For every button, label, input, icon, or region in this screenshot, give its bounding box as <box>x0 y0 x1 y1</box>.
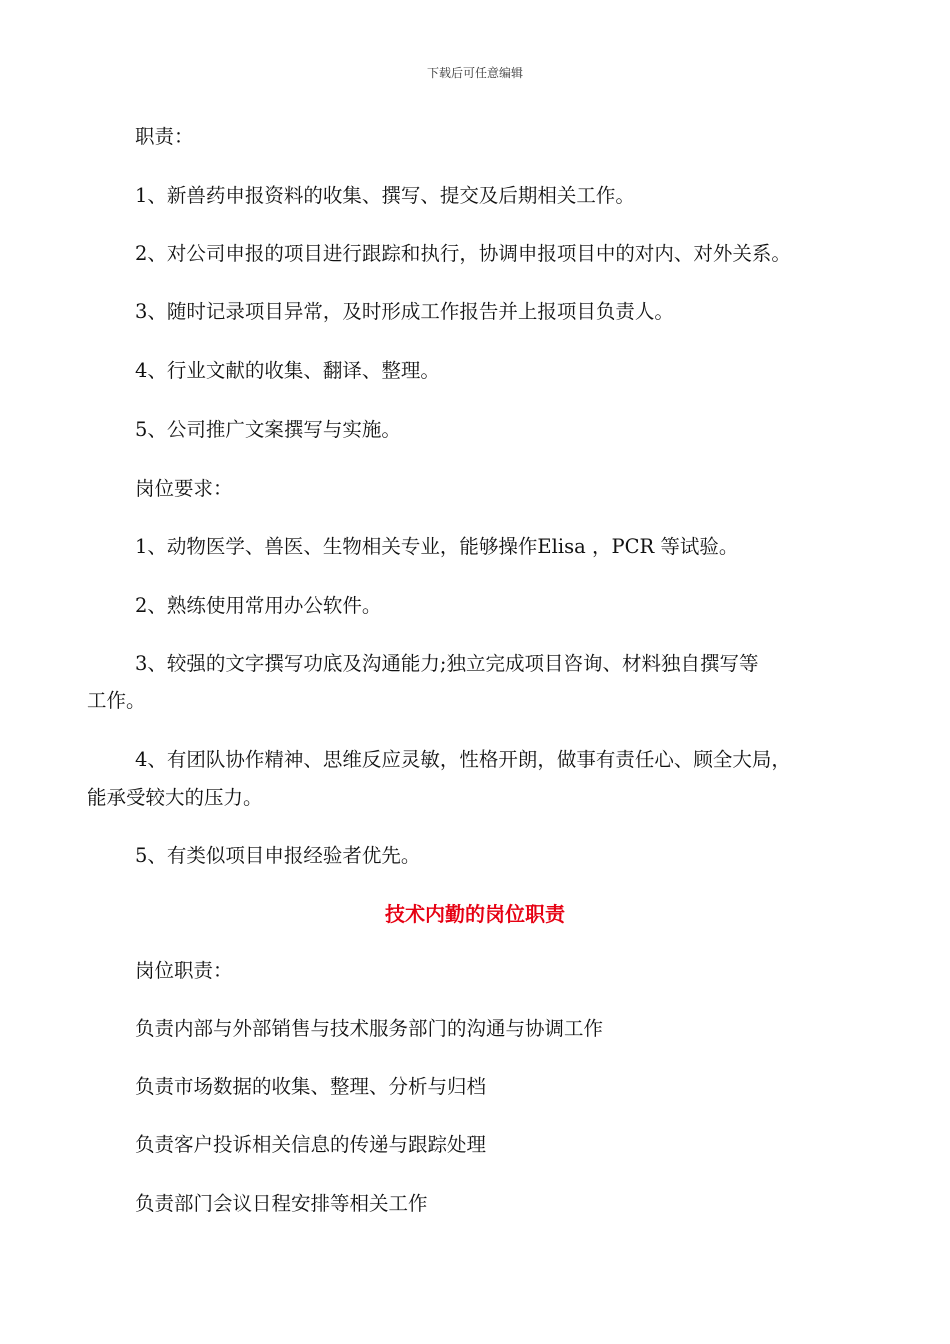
requirement-item-2: 2、熟练使用常用办公软件。 <box>135 594 382 617</box>
duty-item-5: 5、公司推广文案撰写与实施。 <box>135 418 401 441</box>
requirement-item-4: 4、有团队协作精神、思维反应灵敏，性格开朗，做事有责任心、顾全大局， <box>135 748 791 771</box>
section-title-job-duties: 岗位职责： <box>135 959 233 982</box>
job-duty-item-2: 负责市场数据的收集、整理、分析与归档 <box>135 1075 487 1098</box>
requirement-item-4-cont: 能承受较大的压力。 <box>87 786 263 809</box>
section-title-requirements: 岗位要求： <box>135 477 233 500</box>
page-header: 下载后可任意编辑 <box>426 66 523 80</box>
requirement-item-3-cont: 工作。 <box>87 689 146 712</box>
section-title-duties: 职责： <box>135 125 194 148</box>
job-duty-item-4: 负责部门会议日程安排等相关工作 <box>135 1192 428 1215</box>
duty-item-4: 4、行业文献的收集、翻译、整理。 <box>135 359 440 382</box>
requirement-item-5: 5、有类似项目申报经验者优先。 <box>135 844 421 867</box>
duty-item-2: 2、对公司申报的项目进行跟踪和执行，协调申报项目中的对内、对外关系。 <box>135 242 791 265</box>
section-heading: 技术内勤的岗位职责 <box>385 902 565 926</box>
duty-item-1: 1、新兽药申报资料的收集、撰写、提交及后期相关工作。 <box>135 184 635 207</box>
duty-item-3: 3、随时记录项目异常，及时形成工作报告并上报项目负责人。 <box>135 300 674 323</box>
requirement-item-1: 1、动物医学、兽医、生物相关专业，能够操作Elisa ，PCR 等试验。 <box>135 535 739 558</box>
job-duty-item-3: 负责客户投诉相关信息的传递与跟踪处理 <box>135 1133 487 1156</box>
requirement-item-3: 3、较强的文字撰写功底及沟通能力;独立完成项目咨询、材料独自撰写等 <box>135 652 759 675</box>
job-duty-item-1: 负责内部与外部销售与技术服务部门的沟通与协调工作 <box>135 1017 604 1040</box>
